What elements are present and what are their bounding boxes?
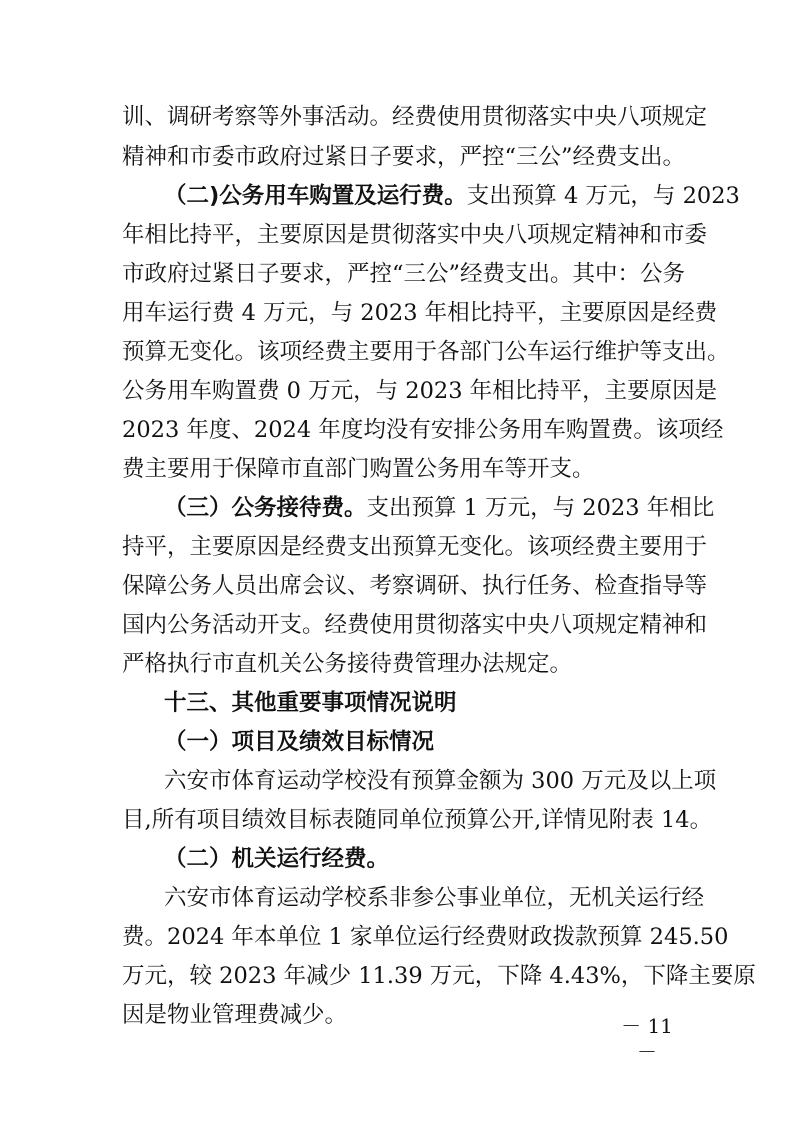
- text-line: 市政府过紧日子要求，严控“三公”经费支出。其中：公务: [122, 261, 686, 287]
- section-paragraph-start: [164, 493, 715, 523]
- text-line: 精神和市委市政府过紧日子要求，严控“三公”经费支出。: [122, 144, 686, 170]
- text-line: 训、调研考察等外事活动。经费使用贯彻落实中央八项规定: [122, 104, 708, 130]
- text-line: 费主要用于保障市直部门购置公务用车等开支。: [122, 456, 595, 482]
- text-line: 六安市体育运动学校系非参公事业单位，无机关运行经: [164, 885, 705, 911]
- text-line: 国内公务活动开支。经费使用贯彻落实中央八项规定精神和: [122, 612, 708, 638]
- text-line: 费。2024 年本单位 1 家单位运行经费财政拨款预算 245.50: [122, 924, 729, 950]
- section-heading: 十三、其他重要事项情况说明: [164, 690, 457, 716]
- text-line: 2023 年度、2024 年度均没有安排公务用车购置费。该项经: [122, 417, 724, 443]
- text-line: 因是物业管理费减少。: [122, 1002, 348, 1028]
- page-number: － 11 －: [621, 1014, 673, 1064]
- text-line: 预算无变化。该项经费主要用于各部门公车运行维护等支出。: [122, 339, 730, 365]
- text-line: 保障公务人员出席会议、考察调研、执行任务、检查指导等: [122, 573, 708, 599]
- text-line: 支出预算 1 万元，与 2023 年相比: [366, 495, 715, 521]
- section-paragraph-start: [164, 181, 740, 211]
- text-line: 公务用车购置费 0 万元，与 2023 年相比持平，主要原因是: [122, 378, 718, 404]
- text-line: 用车运行费 4 万元，与 2023 年相比持平，主要原因是经费: [122, 300, 718, 326]
- text-line: 万元，较 2023 年减少 11.39 万元，下降 4.43%，下降主要原: [122, 963, 756, 989]
- subsection-heading: （二）机关运行经费。: [164, 846, 390, 872]
- text-line: 六安市体育运动学校没有预算金额为 300 万元及以上项: [164, 768, 717, 794]
- text-line: 支出预算 4 万元，与 2023: [466, 183, 740, 209]
- subsection-heading: （三）公务接待费。: [164, 495, 367, 521]
- subsection-heading: （一）项目及绩效目标情况: [164, 729, 435, 755]
- text-line: 目,所有项目绩效目标表随同单位预算公开,详情见附表 14。: [122, 807, 713, 833]
- text-line: 持平，主要原因是经费支出预算无变化。该项经费主要用于: [122, 534, 708, 560]
- subsection-heading: （二)公务用车购置及运行费。: [164, 183, 467, 209]
- text-line: 年相比持平，主要原因是贯彻落实中央八项规定精神和市委: [122, 222, 708, 248]
- text-line: 严格执行市直机关公务接待费管理办法规定。: [122, 651, 573, 677]
